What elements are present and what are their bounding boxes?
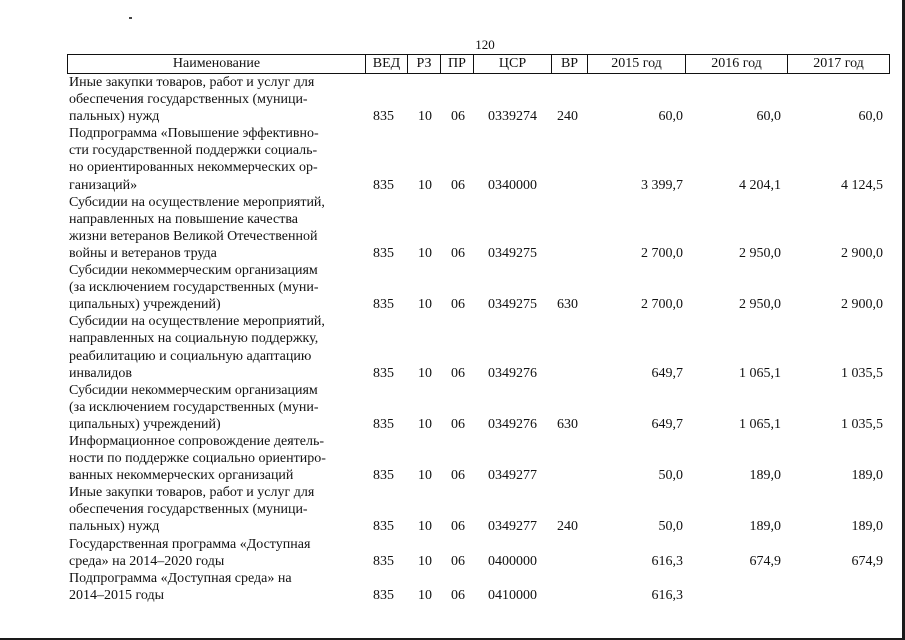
cell-y2016: 189,0 xyxy=(749,519,781,535)
table-row xyxy=(0,125,905,193)
table-row xyxy=(0,194,905,262)
table-header xyxy=(67,54,890,74)
row-values xyxy=(0,365,905,382)
row-name-line: ципальных) учреждений) xyxy=(69,416,221,432)
row-name-line: пальных) нужд xyxy=(69,519,160,535)
cell-csr: 0410000 xyxy=(488,587,537,603)
cell-pr: 06 xyxy=(451,519,465,535)
row-name-line: войны и ветеранов труда xyxy=(69,245,217,261)
cell-rz: 10 xyxy=(418,416,432,432)
cell-pr: 06 xyxy=(451,109,465,125)
cell-vr: 240 xyxy=(557,519,578,535)
cell-pr: 06 xyxy=(451,245,465,261)
header-rz: РЗ xyxy=(407,55,440,73)
cell-ved: 835 xyxy=(373,365,394,381)
row-name-line: Подпрограмма «Доступная среда» на xyxy=(69,570,292,586)
row-values xyxy=(0,108,905,125)
table-row xyxy=(0,433,905,484)
cell-ved: 835 xyxy=(373,587,394,603)
cell-rz: 10 xyxy=(418,297,432,313)
cell-y2016: 2 950,0 xyxy=(739,297,781,313)
cell-pr: 06 xyxy=(451,365,465,381)
row-values xyxy=(0,245,905,262)
row-name-line: пальных) нужд xyxy=(69,109,160,125)
table-row xyxy=(0,484,905,535)
row-values xyxy=(0,467,905,484)
cell-y2015: 649,7 xyxy=(651,416,683,432)
cell-vr: 630 xyxy=(557,416,578,432)
row-name-line: жизни ветеранов Великой Отечественной xyxy=(69,228,318,244)
cell-y2015: 616,3 xyxy=(651,553,683,569)
cell-pr: 06 xyxy=(451,416,465,432)
cell-pr: 06 xyxy=(451,587,465,603)
cell-rz: 10 xyxy=(418,468,432,484)
cell-csr: 0349276 xyxy=(488,365,537,381)
cell-y2016: 1 065,1 xyxy=(739,416,781,432)
cell-y2017: 4 124,5 xyxy=(841,177,883,193)
row-name-line: сти государственной поддержки социаль- xyxy=(69,143,318,159)
cell-y2017: 674,9 xyxy=(851,553,883,569)
cell-vr: 240 xyxy=(557,109,578,125)
cell-ved: 835 xyxy=(373,245,394,261)
cell-pr: 06 xyxy=(451,553,465,569)
row-name-line: ванных некоммерческих организаций xyxy=(69,468,294,484)
cell-ved: 835 xyxy=(373,297,394,313)
row-name-line: 2014–2015 годы xyxy=(69,587,165,603)
row-name-line: ганизаций» xyxy=(69,177,138,193)
row-name-line: направленных на повышение качества xyxy=(69,211,298,227)
cell-rz: 10 xyxy=(418,553,432,569)
row-name-line: ципальных) учреждений) xyxy=(69,297,221,313)
cell-pr: 06 xyxy=(451,177,465,193)
cell-y2015: 50,0 xyxy=(658,519,683,535)
cell-rz: 10 xyxy=(418,519,432,535)
cell-y2016: 189,0 xyxy=(749,468,781,484)
cell-rz: 10 xyxy=(418,587,432,603)
table-row xyxy=(0,382,905,433)
cell-rz: 10 xyxy=(418,245,432,261)
cell-y2017: 1 035,5 xyxy=(841,416,883,432)
table-row xyxy=(0,536,905,570)
cell-csr: 0349275 xyxy=(488,297,537,313)
cell-y2017: 1 035,5 xyxy=(841,365,883,381)
row-values xyxy=(0,416,905,433)
table-row xyxy=(0,262,905,313)
table-row xyxy=(0,570,905,604)
cell-csr: 0400000 xyxy=(488,553,537,569)
cell-csr: 0349277 xyxy=(488,468,537,484)
row-name-line: Субсидии некоммерческим организациям xyxy=(69,382,318,398)
cell-y2015: 649,7 xyxy=(651,365,683,381)
header-ved: ВЕД xyxy=(365,55,407,73)
row-name-line: обеспечения государственных (муници- xyxy=(69,502,308,518)
header-2017: 2017 год xyxy=(787,55,890,73)
cell-y2016: 1 065,1 xyxy=(739,365,781,381)
row-name-line: но ориентированных некоммерческих ор- xyxy=(69,160,318,176)
header-csr: ЦСР xyxy=(473,55,551,73)
header-pr: ПР xyxy=(440,55,473,73)
cell-rz: 10 xyxy=(418,365,432,381)
row-values xyxy=(0,518,905,535)
cell-y2017: 60,0 xyxy=(858,109,883,125)
row-name-line: (за исключением государственных (муни- xyxy=(69,399,319,415)
row-values xyxy=(0,177,905,194)
row-name-line: среда» на 2014–2020 годы xyxy=(69,553,225,569)
cell-ved: 835 xyxy=(373,468,394,484)
row-name-line: реабилитацию и социальную адаптацию xyxy=(69,348,312,364)
row-name-line: (за исключением государственных (муни- xyxy=(69,280,319,296)
header-2015: 2015 год xyxy=(587,55,685,73)
cell-csr: 0349277 xyxy=(488,519,537,535)
cell-ved: 835 xyxy=(373,519,394,535)
cell-y2015: 616,3 xyxy=(651,587,683,603)
cell-y2016: 674,9 xyxy=(749,553,781,569)
cell-csr: 0349275 xyxy=(488,245,537,261)
row-name-line: Иные закупки товаров, работ и услуг для xyxy=(69,75,315,90)
cell-rz: 10 xyxy=(418,177,432,193)
row-name-line: обеспечения государственных (муници- xyxy=(69,92,308,108)
table-body xyxy=(0,74,905,604)
cell-ved: 835 xyxy=(373,416,394,432)
cell-y2017: 189,0 xyxy=(851,519,883,535)
row-name-line: ности по поддержке социально ориентиро- xyxy=(69,451,326,467)
row-values xyxy=(0,553,905,570)
cell-pr: 06 xyxy=(451,297,465,313)
cell-ved: 835 xyxy=(373,109,394,125)
cell-rz: 10 xyxy=(418,109,432,125)
row-name-line: Иные закупки товаров, работ и услуг для xyxy=(69,485,315,501)
cell-y2017: 2 900,0 xyxy=(841,245,883,261)
cell-vr: 630 xyxy=(557,297,578,313)
cell-y2015: 50,0 xyxy=(658,468,683,484)
cell-ved: 835 xyxy=(373,553,394,569)
header-vr: ВР xyxy=(551,55,587,73)
header-2016: 2016 год xyxy=(685,55,787,73)
cell-y2016: 60,0 xyxy=(756,109,781,125)
cell-y2015: 60,0 xyxy=(658,109,683,125)
cell-csr: 0339274 xyxy=(488,109,537,125)
row-name-line: Информационное сопровождение деятель- xyxy=(69,433,325,449)
row-values xyxy=(0,587,905,604)
cell-csr: 0349276 xyxy=(488,416,537,432)
table-row xyxy=(0,74,905,125)
row-name-line: направленных на социальную поддержку, xyxy=(69,331,319,347)
cell-y2015: 2 700,0 xyxy=(641,245,683,261)
row-name-line: Подпрограмма «Повышение эффективно- xyxy=(69,126,319,142)
row-values xyxy=(0,296,905,313)
page-number: 120 xyxy=(475,37,495,52)
cell-y2015: 3 399,7 xyxy=(641,177,683,193)
row-name-line: Субсидии на осуществление мероприятий, xyxy=(69,194,325,210)
table-row xyxy=(0,313,905,381)
cell-y2016: 2 950,0 xyxy=(739,245,781,261)
cell-ved: 835 xyxy=(373,177,394,193)
scan-speck xyxy=(129,17,132,19)
header-name: Наименование xyxy=(67,55,365,73)
row-name-line: Государственная программа «Доступная xyxy=(69,536,311,552)
row-name-line: Субсидии на осуществление мероприятий, xyxy=(69,314,325,330)
cell-y2015: 2 700,0 xyxy=(641,297,683,313)
cell-y2016: 4 204,1 xyxy=(739,177,781,193)
cell-y2017: 2 900,0 xyxy=(841,297,883,313)
cell-y2017: 189,0 xyxy=(851,468,883,484)
row-name-line: Субсидии некоммерческим организациям xyxy=(69,263,318,279)
row-name-line: инвалидов xyxy=(69,365,132,381)
cell-csr: 0340000 xyxy=(488,177,537,193)
cell-pr: 06 xyxy=(451,468,465,484)
